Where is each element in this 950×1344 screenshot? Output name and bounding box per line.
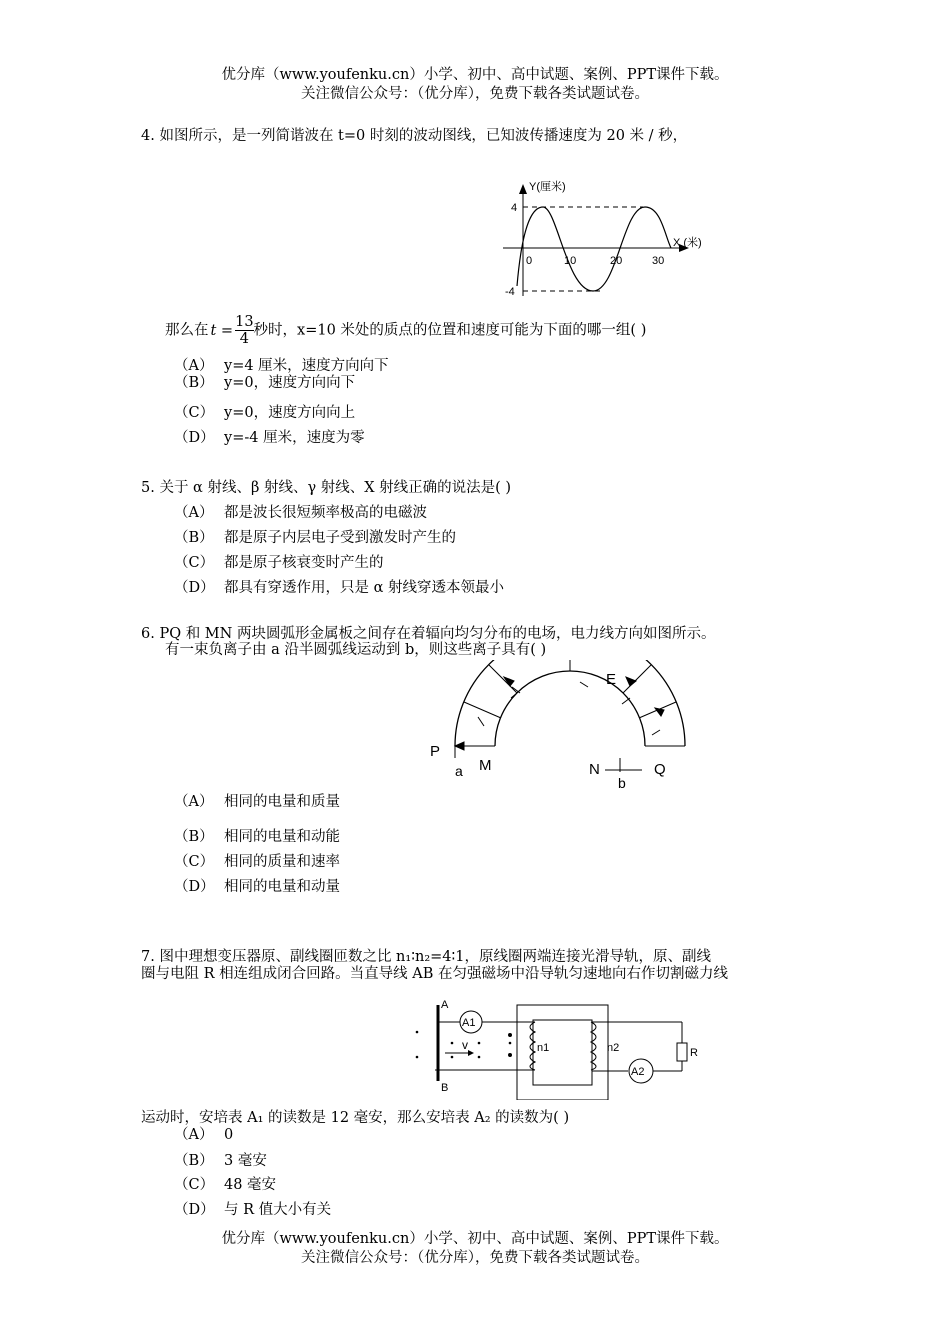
q7-stem-line-3: 运动时，安培表 A₁ 的读数是 12 毫安，那么安培表 A₂ 的读数为( ) bbox=[141, 1110, 570, 1126]
q4-frac-den: 4 bbox=[235, 330, 253, 347]
q6-option-d: （D） 相同的电量和动量 bbox=[174, 879, 340, 895]
q4-option-c: （C） y=0，速度方向向上 bbox=[174, 405, 356, 421]
field-arrow-icon bbox=[655, 708, 664, 716]
q7-option-d: （D） 与 R 值大小有关 bbox=[174, 1202, 332, 1218]
q4-t-var: t = bbox=[210, 322, 234, 339]
q4-y-bottom: -4 bbox=[505, 286, 515, 298]
q7-option-c: （C） 48 毫安 bbox=[174, 1177, 277, 1193]
q7-label-v: v bbox=[462, 1038, 468, 1052]
q4-y-top: 4 bbox=[511, 202, 518, 214]
q7-stem-line-2: 圈与电阻 R 相连组成闭合回路。当直导线 AB 在匀强磁场中沿导轨匀速地向右作切割磁力线 bbox=[141, 966, 728, 982]
q4-x-tick-0: 0 bbox=[526, 255, 533, 267]
q4-option-b: （B） y=0，速度方向向下 bbox=[174, 375, 356, 391]
q6-option-a: （A） 相同的电量和质量 bbox=[174, 794, 340, 810]
q6-label-p: P bbox=[430, 743, 441, 760]
q4-option-a: （A） y=4 厘米，速度方向向下 bbox=[174, 358, 389, 374]
q4-y-label: Y(厘米) bbox=[529, 181, 566, 193]
q4-x-label: X (米) bbox=[673, 237, 702, 249]
q4-wave-graph bbox=[495, 176, 725, 300]
footer-line-1: 优分库（www.youfenku.cn）小学、初中、高中试题、案例、PPT课件下载。 bbox=[221, 1231, 729, 1247]
q7-option-b: （B） 3 毫安 bbox=[174, 1153, 267, 1169]
q4-cont-pre: 那么在 bbox=[165, 322, 209, 339]
q6-label-m: M bbox=[479, 757, 492, 774]
header-line-2: 关注微信公众号：（优分库），免费下载各类试题试卷。 bbox=[301, 86, 649, 102]
q4-cont-post: 秒时，x=10 米处的质点的位置和速度可能为下面的哪一组( ) bbox=[253, 322, 647, 339]
velocity-arrow-icon bbox=[468, 1050, 474, 1056]
field-arrow-icon bbox=[455, 742, 464, 750]
q6-label-e: E bbox=[606, 671, 617, 688]
q5-option-b: （B） 都是原子内层电子受到激发时产生的 bbox=[174, 530, 456, 546]
q7-label-n2: n2 bbox=[607, 1042, 620, 1054]
q4-x-tick-30: 30 bbox=[652, 255, 665, 267]
q4-option-d: （D） y=-4 厘米，速度为零 bbox=[174, 430, 365, 446]
q7-label-n1: n1 bbox=[537, 1042, 550, 1054]
q5-option-c: （C） 都是原子核衰变时产生的 bbox=[174, 555, 384, 571]
q6-label-n: N bbox=[589, 761, 600, 778]
q6-label-a: a bbox=[455, 763, 463, 779]
q7-label-a: A bbox=[441, 999, 449, 1011]
header-line-1: 优分库（www.youfenku.cn）小学、初中、高中试题、案例、PPT课件下载。 bbox=[221, 67, 729, 83]
q7-label-b: B bbox=[441, 1082, 449, 1094]
q7-ammeter-a2: A2 bbox=[631, 1066, 645, 1078]
y-axis-arrow-icon bbox=[519, 184, 527, 194]
q4-x-tick-20: 20 bbox=[610, 255, 623, 267]
q7-ammeter-a1: A1 bbox=[462, 1017, 476, 1029]
field-arrow-icon bbox=[626, 677, 636, 686]
q7-transformer-figure bbox=[405, 995, 705, 1100]
q6-arc-plates-figure bbox=[420, 660, 690, 795]
q6-label-b: b bbox=[618, 775, 626, 791]
q6-option-c: （C） 相同的质量和速率 bbox=[174, 854, 340, 870]
q4-fraction bbox=[235, 314, 253, 347]
q4-x-tick-10: 10 bbox=[564, 255, 577, 267]
q7-option-a: （A） 0 bbox=[174, 1127, 234, 1143]
q6-stem-line-2: 有一束负离子由 a 沿半圆弧线运动到 b，则这些离子具有( ) bbox=[165, 642, 547, 658]
q6-stem-line-1: 6. PQ 和 MN 两块圆弧形金属板之间存在着辐向均匀分布的电场，电力线方向如图所示。 bbox=[141, 626, 716, 642]
q5-option-d: （D） 都具有穿透作用，只是 α 射线穿透本领最小 bbox=[174, 580, 505, 596]
q7-label-r: R bbox=[690, 1047, 698, 1059]
q6-label-q: Q bbox=[654, 761, 666, 778]
q4-continuation bbox=[165, 314, 646, 347]
q5-option-a: （A） 都是波长很短频率极高的电磁波 bbox=[174, 505, 427, 521]
q4-wave-curve bbox=[517, 207, 671, 291]
footer-line-2: 关注微信公众号：（优分库），免费下载各类试题试卷。 bbox=[301, 1250, 649, 1266]
q5-stem: 5. 关于 α 射线、β 射线、γ 射线、X 射线正确的说法是( ) bbox=[141, 480, 512, 496]
q6-option-b: （B） 相同的电量和动能 bbox=[174, 829, 340, 845]
q4-frac-num: 13 bbox=[235, 314, 254, 330]
q4-stem: 4. 如图所示，是一列简谐波在 t=0 时刻的波动图线，已知波传播速度为 20 米 / 秒， bbox=[141, 128, 688, 144]
q7-stem-line-1: 7. 图中理想变压器原、副线圈匝数之比 n₁∶n₂=4∶1，原线圈两端连接光滑导轨，原、副线 bbox=[141, 949, 711, 965]
